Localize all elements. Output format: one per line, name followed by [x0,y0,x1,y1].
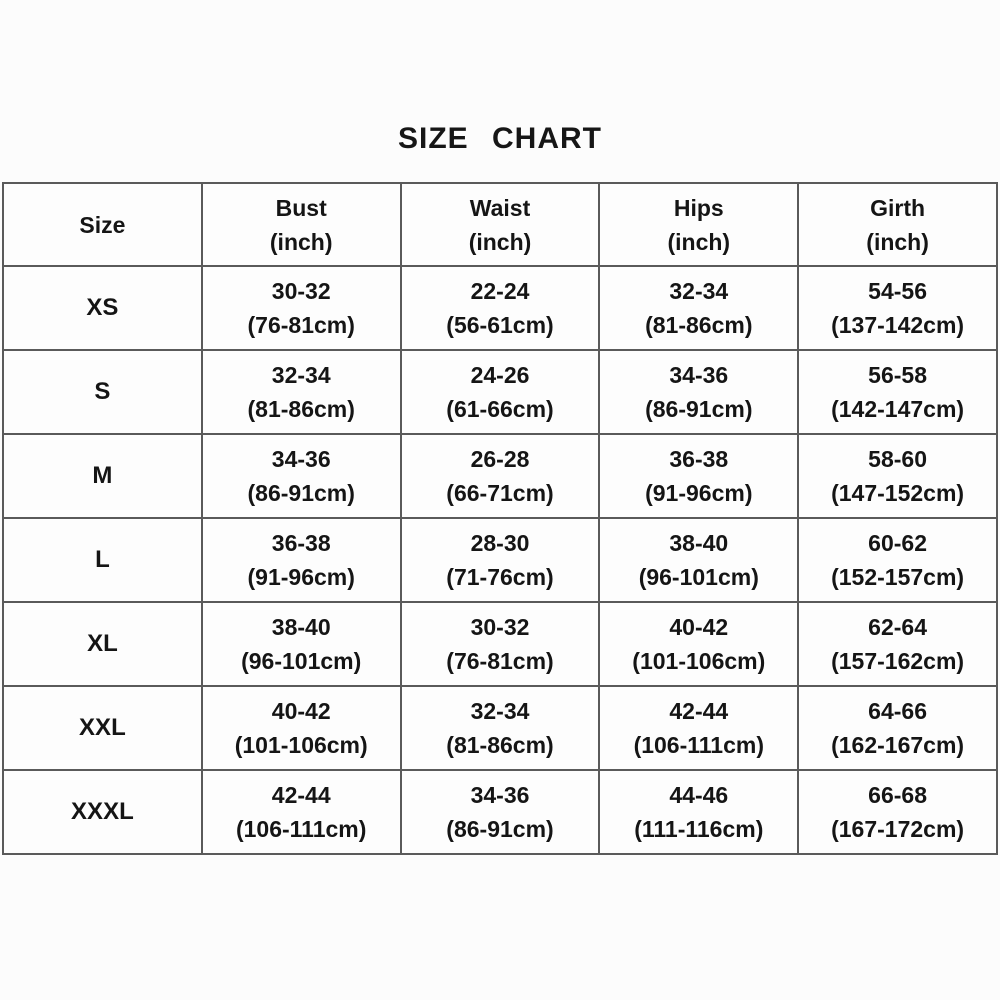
column-label: Girth [870,194,926,221]
cm-range: (61-66cm) [446,396,554,422]
cm-range: (137-142cm) [831,312,965,338]
cm-range: (101-106cm) [234,732,368,758]
inch-range: 30-32 [470,614,530,640]
hips-cell [599,602,798,686]
size-label: XXL [3,686,202,770]
size-label: XL [3,602,202,686]
inch-range: 32-34 [271,362,331,388]
inch-range: 56-58 [868,362,927,388]
girth-cell [798,770,997,854]
table-row-xxl [3,686,997,770]
girth-cell [798,686,997,770]
inch-range: 32-34 [470,698,530,724]
cm-range: (91-96cm) [645,480,753,506]
bust-cell [202,602,401,686]
cm-range: (71-76cm) [446,564,554,590]
inch-range: 40-42 [669,614,729,640]
bust-cell [202,518,401,602]
cm-range: (142-147cm) [831,396,965,422]
inch-range: 54-56 [868,278,927,304]
inch-range: 34-36 [271,446,331,472]
column-header-size [3,183,202,266]
girth-cell [798,518,997,602]
cm-range: (81-86cm) [446,732,554,758]
header-row [3,183,997,266]
cm-range: (101-106cm) [632,648,766,674]
table-row-xxxl [3,770,997,854]
cm-range: (162-167cm) [831,732,965,758]
hips-cell [599,434,798,518]
inch-range: 44-46 [669,782,729,808]
size-label: XXXL [3,770,202,854]
inch-range: 32-34 [669,278,729,304]
column-label: Bust [275,194,327,221]
inch-range: 28-30 [470,530,530,556]
cm-range: (152-157cm) [831,564,965,590]
table-header [3,183,997,266]
column-unit: (inch) [667,228,731,255]
hips-cell [599,686,798,770]
cm-range: (76-81cm) [446,648,554,674]
cm-range: (66-71cm) [446,480,554,506]
cm-range: (86-91cm) [446,816,554,842]
bust-cell [202,686,401,770]
inch-range: 40-42 [271,698,331,724]
size-label: S [3,350,202,434]
hips-cell [599,266,798,350]
waist-cell [401,770,600,854]
cm-range: (147-152cm) [831,480,965,506]
inch-range: 60-62 [868,530,927,556]
column-unit: (inch) [468,228,532,255]
waist-cell [401,350,600,434]
inch-range: 36-38 [669,446,729,472]
column-unit: (inch) [866,228,929,255]
size-label: L [3,518,202,602]
inch-range: 34-36 [669,362,729,388]
bust-cell [202,350,401,434]
hips-cell [599,770,798,854]
size-label: XS [3,266,202,350]
inch-range: 64-66 [868,698,927,724]
inch-range: 36-38 [271,530,331,556]
column-header-girth [798,183,997,266]
table-row-xl [3,602,997,686]
cm-range: (86-91cm) [247,480,355,506]
waist-cell [401,518,600,602]
waist-cell [401,266,600,350]
cm-range: (157-162cm) [831,648,965,674]
table-row-m [3,434,997,518]
inch-range: 38-40 [669,530,729,556]
cm-range: (76-81cm) [247,312,355,338]
waist-cell [401,602,600,686]
waist-cell [401,434,600,518]
table-row-l [3,518,997,602]
waist-cell [401,686,600,770]
column-header-hips [599,183,798,266]
inch-range: 38-40 [271,614,331,640]
cm-range: (96-101cm) [241,648,362,674]
cm-range: (96-101cm) [638,564,759,590]
size-label: M [3,434,202,518]
column-header-waist [401,183,600,266]
column-label: Waist [469,194,531,221]
inch-range: 26-28 [470,446,530,472]
inch-range: 24-26 [470,362,530,388]
hips-cell [599,518,798,602]
cm-range: (56-61cm) [446,312,554,338]
table-row-s [3,350,997,434]
cm-range: (91-96cm) [247,564,355,590]
table-body [3,266,997,854]
inch-range: 42-44 [271,782,331,808]
cm-range: (106-111cm) [235,816,367,842]
inch-range: 30-32 [271,278,331,304]
inch-range: 58-60 [868,446,927,472]
inch-range: 34-36 [470,782,530,808]
cm-range: (106-111cm) [633,732,764,758]
bust-cell [202,770,401,854]
cm-range: (81-86cm) [247,396,355,422]
cm-range: (86-91cm) [645,396,753,422]
bust-cell [202,434,401,518]
inch-range: 62-64 [868,614,927,640]
bust-cell [202,266,401,350]
girth-cell [798,602,997,686]
table-row-xs [3,266,997,350]
cm-range: (81-86cm) [645,312,753,338]
girth-cell [798,434,997,518]
girth-cell [798,266,997,350]
cm-range: (111-116cm) [634,816,764,842]
girth-cell [798,350,997,434]
size-chart-table [2,182,998,855]
hips-cell [599,350,798,434]
page-title: SIZE CHART [398,122,602,155]
column-label: Hips [673,194,724,221]
inch-range: 42-44 [669,698,729,724]
inch-range: 22-24 [470,278,530,304]
column-label: Size [79,211,126,238]
column-unit: (inch) [269,228,333,255]
cm-range: (167-172cm) [831,816,965,842]
inch-range: 66-68 [868,782,927,808]
column-header-bust [202,183,401,266]
